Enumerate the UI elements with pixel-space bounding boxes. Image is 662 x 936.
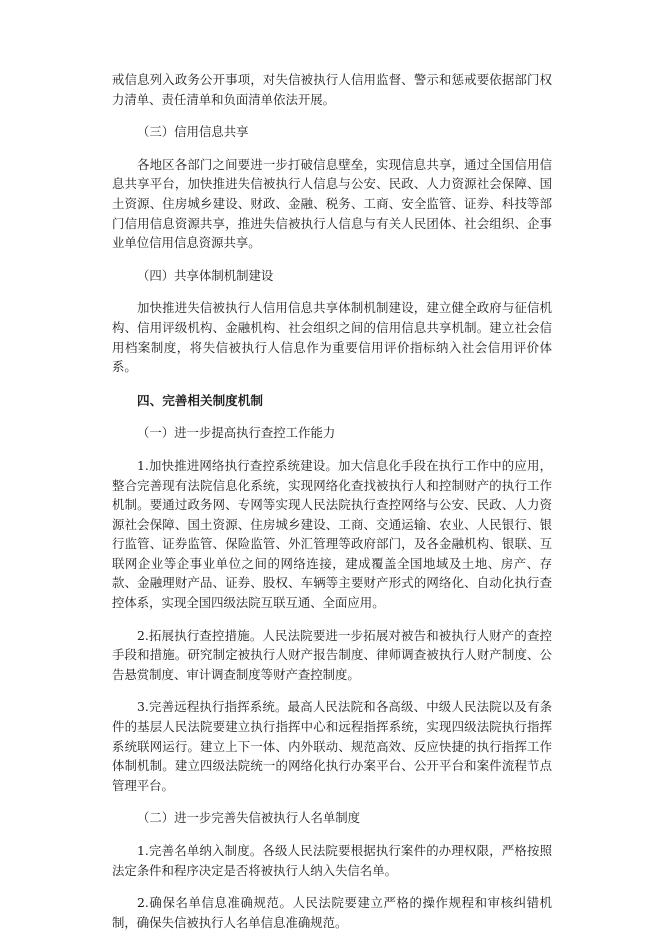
document-body [112,70,552,932]
paragraph-list-accuracy: 2.确保名单信息准确规范。人民法院要建立严格的操作规程和审核纠错机制，确保失信被执行人名单信息准确规范。 [112,895,552,930]
paragraph-online-enforcement-system: 1.加快推进网络执行查控系统建设。加大信息化手段在执行工作中的应用，整合完善现有法院信息化系统，实现网络化查找被执行人和控制财产的执行工作机制。要通过政务网、专网等实现人民法院执行查控网络与公安、民政、人力资源社会保障、国土资源、住房城乡建设、工商、交通运输、农业、人民银行、银行监管、证券监管、保险监管、外汇管理等政府部门，及各金融机构、银联、互联网企业等企事业单位之间的网络连接，建成覆盖全国地域及土地、房产、存款、金融理财产品、证券、股权、车辆等主要财产形式的网络化、自动化执行查控体系，实现全国四级法院互联互通、全面应用。 [112,457,552,611]
paragraph-list-inclusion: 1.完善名单纳入制度。各级人民法院要根据执行案件的办理权限，严格按照法定条件和程序决定是否将被执行人纳入失信名单。 [112,843,552,878]
section-heading-sharing-mechanism: （四）共享体制机制建设 [137,267,274,283]
section-heading-enforcement-control: （一）进一步提高执行查控工作能力 [137,425,336,441]
paragraph-credit-info-sharing: 各地区各部门之间要进一步打破信息壁垒，实现信息共享，通过全国信用信息共享平台，加快推进失信被执行人信息与公安、民政、人力资源社会保障、国土资源、住房城乡建设、财政、金融、税务、工商、安全监管、证券、科技等部门信用信息资源共享，推进失信被执行人信息与有关人民团体、社会组织、企事业单位信用信息资源共享。 [112,156,552,251]
paragraph-expand-control-measures: 2.拓展执行查控措施。人民法院要进一步拓展对被告和被执行人财产的查控手段和措施。研究制定被执行人财产报告制度、律师调查被执行人财产制度、公告悬赏制度、审计调查制度等财产查控制度。 [112,627,552,682]
chapter-heading-improve-systems: 四、完善相关制度机制 [137,392,263,408]
paragraph-sharing-mechanism: 加快推进失信被执行人信用信息共享体制机制建设，建立健全政府与征信机构、信用评级机构、金融机构、社会组织之间的信用信息共享机制。建立社会信用档案制度，将失信被执行人信息作为重要信用评价指标纳入社会信用评价体系。 [112,300,552,375]
paragraph-remote-command-system: 3.完善远程执行指挥系统。最高人民法院和各高级、中级人民法院以及有条件的基层人民法院要建立执行指挥中心和远程指挥系统，实现四级法院执行指挥系统联网运行。建立上下一体、内外联动、规范高效、反应快捷的执行指挥工作体制机制。建立四级法院统一的网络化执行办案平台、公开平台和案件流程节点管理平台。 [112,699,552,793]
section-heading-blacklist-system: （二）进一步完善失信被执行人名单制度 [137,810,361,826]
section-heading-credit-info-sharing: （三）信用信息共享 [137,124,249,140]
paragraph-continuation: 戒信息列入政务公开事项，对失信被执行人信用监督、警示和惩戒要依据部门权力清单、责任清单和负面清单依法开展。 [112,72,552,107]
